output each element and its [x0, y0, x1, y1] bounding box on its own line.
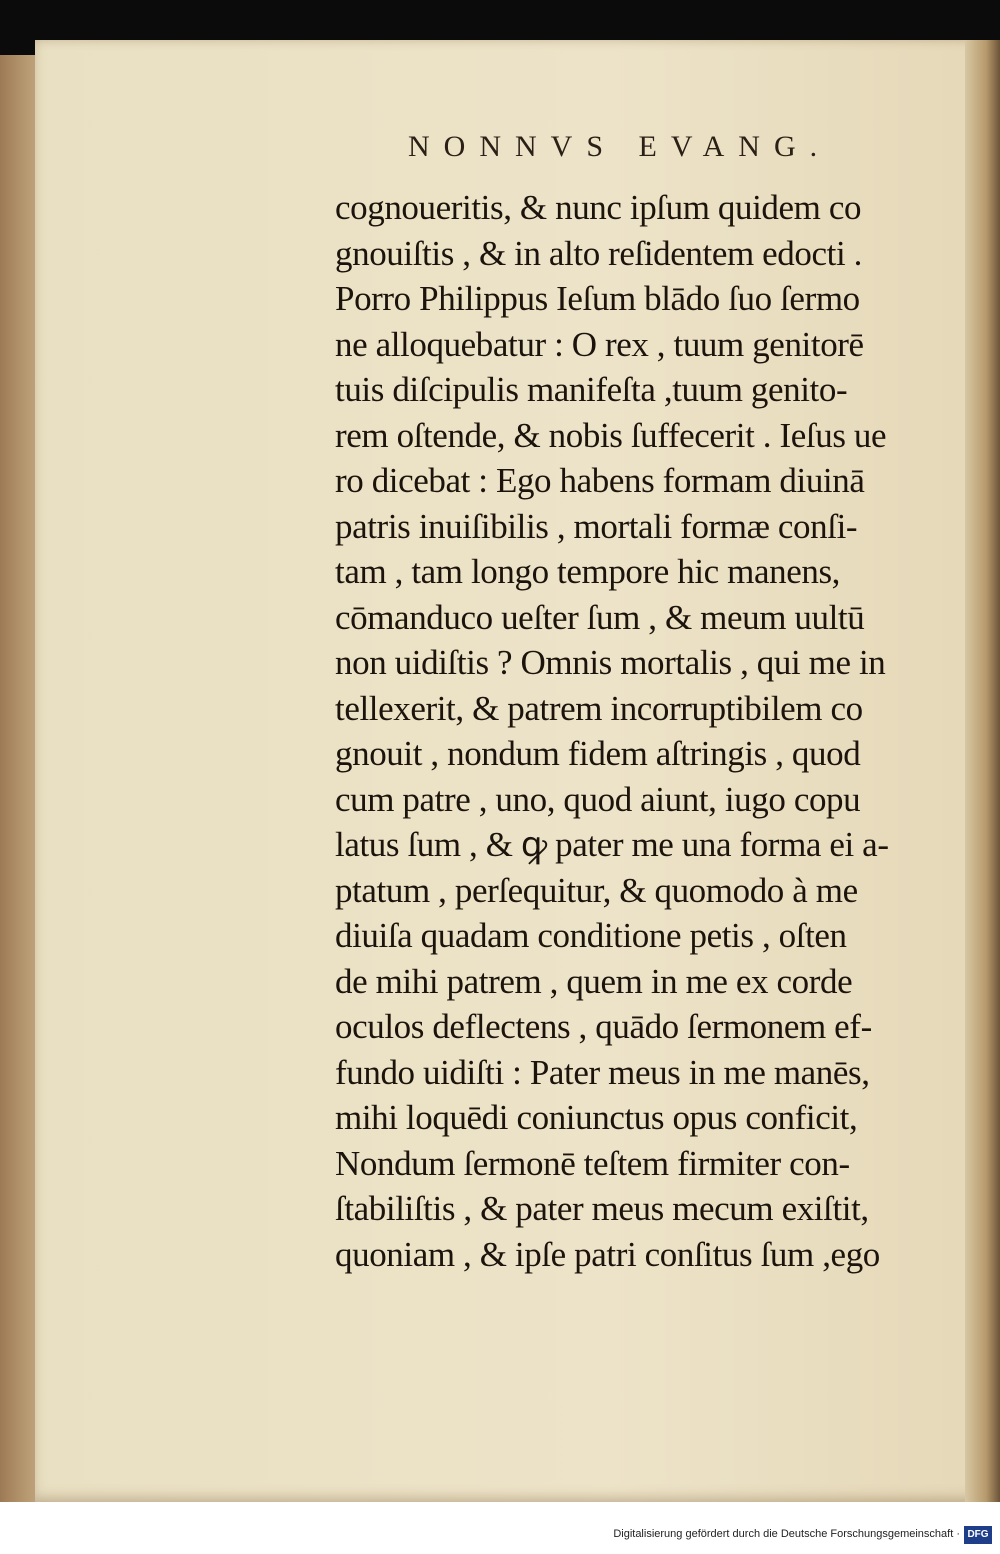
text-line: cognoueritis, & nunc ipſum quidem co	[335, 188, 862, 227]
text-line: gnouit , nondum fidem aſtringis , quod	[335, 734, 861, 773]
text-line: quoniam , & ipſe patri conſitus ſum ,ego	[335, 1234, 880, 1274]
text-line: oculos deflectens , quādo ſermonem ef-	[335, 1007, 872, 1046]
text-line: cum patre , uno, quod aiunt, iugo copu	[335, 779, 861, 819]
footer-bar	[0, 1502, 1000, 1554]
text-line: ne alloquebatur : O rex , tuum genitorē	[335, 324, 864, 364]
text-line: ptatum , perſequitur, & quomodo à me	[335, 870, 858, 910]
text-line: Nondum ſermonē teſtem firmiter con-	[335, 1143, 850, 1183]
text-line: cōmanduco ueſter ſum , & meum uultū	[335, 597, 865, 637]
text-line: gnouiſtis , & in alto reſidentem edocti .	[335, 233, 862, 273]
text-line: tuis diſcipulis manifeſta ,tuum genito-	[335, 370, 848, 409]
text-line: diuiſa quadam conditione petis , oſten	[335, 916, 847, 955]
text-line: ſtabiliſtis , & pater meus mecum exiſtit,	[335, 1189, 869, 1228]
text-block	[335, 185, 965, 1277]
text-line: patris inuiſibilis , mortali formæ conſi-	[335, 506, 858, 546]
dfg-logo: DFG	[964, 1526, 992, 1544]
page-fore-edge	[965, 40, 1000, 1502]
text-line: tellexerit, & patrem incorruptibilem co	[335, 688, 863, 728]
text-line: non uidiſtis ? Omnis mortalis , qui me in	[335, 643, 886, 682]
text-line: tam , tam longo tempore hic manens,	[335, 552, 841, 591]
text-line: mihi loquēdi coniunctus opus conficit,	[335, 1098, 858, 1137]
text-line: ro dicebat : Ego habens formam diuinā	[335, 461, 865, 500]
text-line: de mihi patrem , quem in me ex corde	[335, 961, 853, 1001]
text-line: Porro Philippus Ieſum blādo ſuo ſermo	[335, 279, 860, 318]
text-line: fundo uidiſti : Pater meus in me manēs,	[335, 1052, 870, 1092]
funding-credit: Digitalisierung gefördert durch die Deutsche Forschungsgemeinschaft ·	[613, 1528, 960, 1540]
text-line: rem oſtende, & nobis ſuffecerit . Ieſus ue	[335, 415, 887, 455]
running-head: NONNVS EVANG.	[408, 130, 832, 163]
text-line: latus ſum , & ꝙ pater me una forma ei a-	[335, 825, 889, 864]
